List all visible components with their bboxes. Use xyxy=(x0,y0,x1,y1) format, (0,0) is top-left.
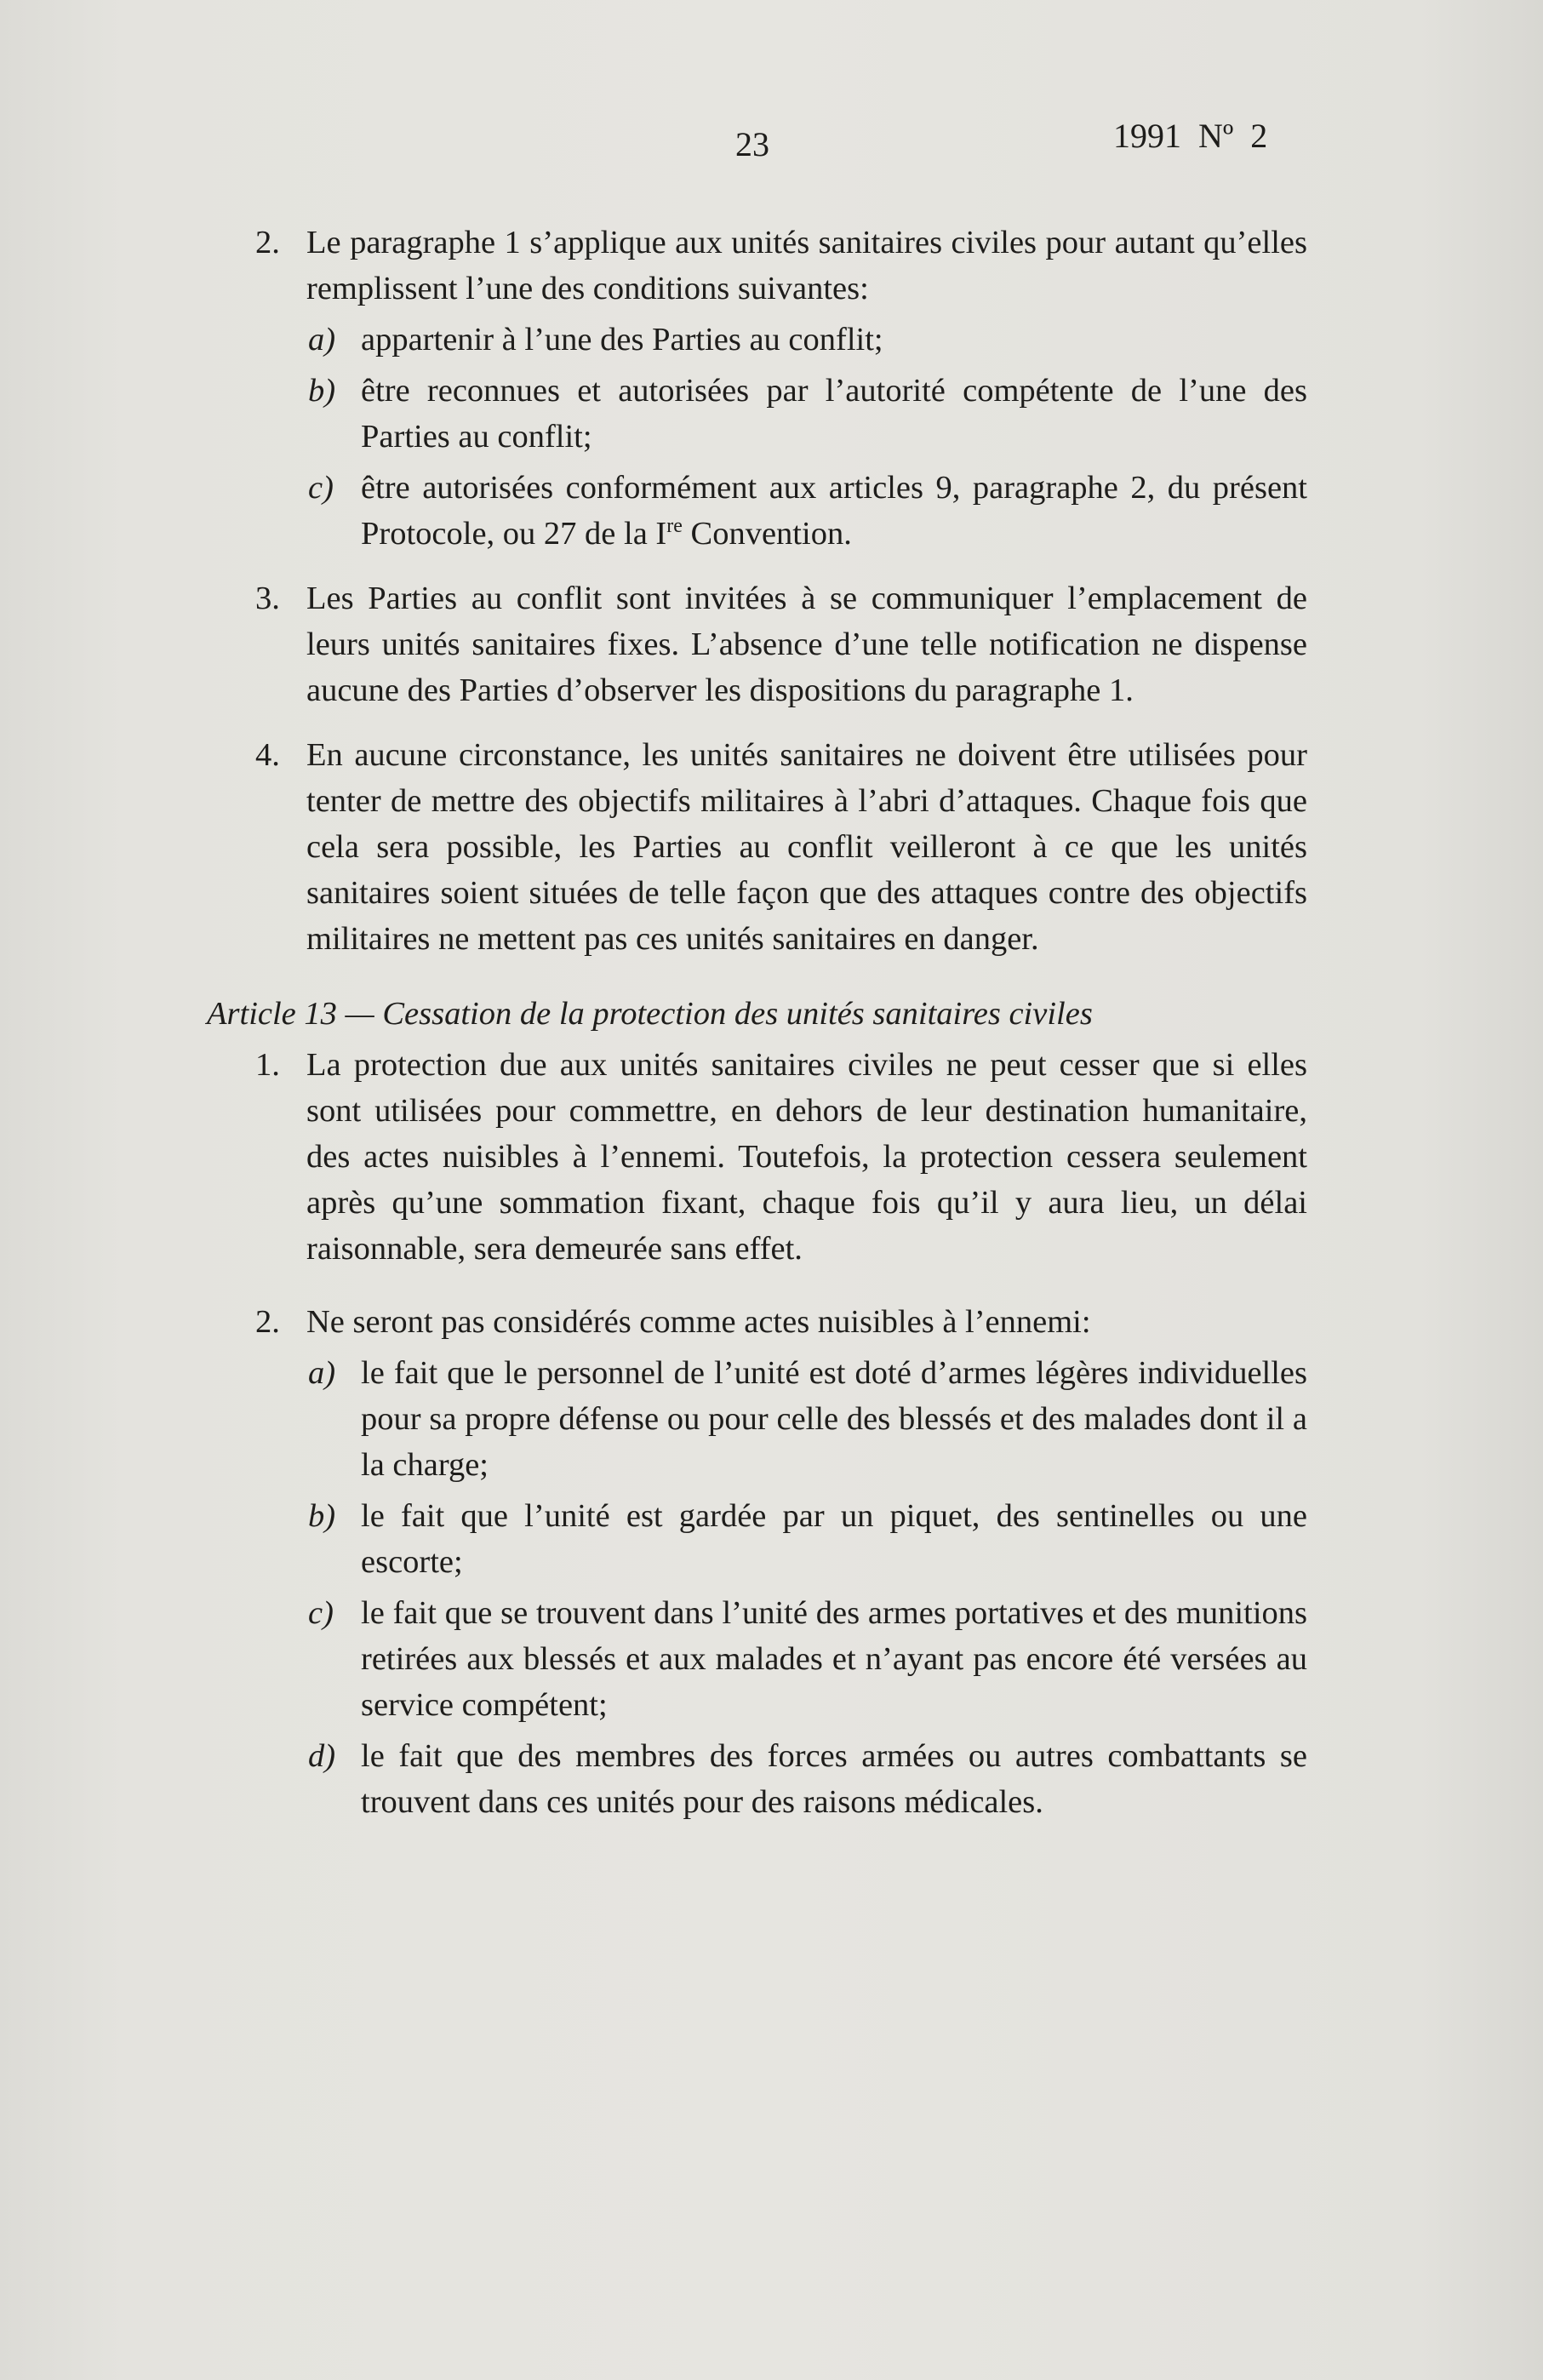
item-text: le fait que l’unité est gardée par un piquet, des sentinelles ou une escorte; xyxy=(361,1498,1307,1580)
list-item xyxy=(308,317,1307,363)
paragraph-number: 2. xyxy=(255,225,280,260)
item-label: b) xyxy=(308,1498,336,1534)
list-item xyxy=(308,465,1307,557)
paragraph-text: En aucune circonstance, les unités sanitaires ne doivent être utilisées pour tenter de mettre des objectifs militaires à l’abri d’attaques. Chaque fois que cela sera possible, les Parties au conflit veilleront à ce que les unités sanitaires soient situées de telle façon que des attaques contre des objectifs militaires ne mettent pas ces unités sanitaires en danger. xyxy=(306,737,1307,957)
paragraph-number: 4. xyxy=(255,737,280,773)
paragraph-4 xyxy=(255,732,1307,962)
issue-reference: 1991 Nº 2 xyxy=(1113,117,1268,155)
item-text: appartenir à l’une des Parties au conflit; xyxy=(361,322,883,358)
paragraph-2 xyxy=(255,220,1307,312)
item-text: être reconnues et autorisées par l’autorité compétente de l’une des Parties au conflit; xyxy=(361,373,1307,455)
item-text: le fait que des membres des forces armées ou autres combattants se trouvent dans ces unités pour des raisons médicales. xyxy=(361,1738,1307,1820)
paragraph-text: La protection due aux unités sanitaires civiles ne peut cesser que si elles sont utilisées pour commettre, en dehors de leur destination humanitaire, des actes nuisibles à l’ennemi. Toutefois, la protection cessera seulement après qu’une sommation fixant, chaque fois qu’il y aura lieu, un délai raisonnable, sera demeurée sans effet. xyxy=(306,1047,1307,1267)
list-item xyxy=(308,1590,1307,1728)
item-label: d) xyxy=(308,1738,336,1774)
item-label: c) xyxy=(308,470,334,506)
item-label: a) xyxy=(308,1355,336,1391)
paragraph-number: 3. xyxy=(255,581,280,616)
page-number: 23 xyxy=(735,125,769,163)
list-item xyxy=(308,368,1307,460)
article-13-paragraph-1 xyxy=(255,1042,1307,1272)
list-item xyxy=(308,1350,1307,1488)
ordinal-superscript: re xyxy=(666,515,683,538)
item-text: le fait que le personnel de l’unité est doté d’armes légères individuelles pour sa propre défense ou pour celle des blessés et des malades dont il a la charge; xyxy=(361,1355,1307,1483)
list-item xyxy=(308,1733,1307,1825)
item-label: c) xyxy=(308,1595,334,1631)
paragraph-3 xyxy=(255,575,1307,713)
item-text: le fait que se trouvent dans l’unité des armes portatives et des munitions retirées aux blessés et aux malades et n’ayant pas encore été versées au service compétent; xyxy=(361,1595,1307,1723)
paragraph-text: Les Parties au conflit sont invitées à se communiquer l’emplacement de leurs unités sanitaires fixes. L’absence d’une telle notification ne dispense aucune des Parties d’observer les dispositions du paragraphe 1. xyxy=(306,581,1307,708)
article-heading: Article 13 — Cessation de la protection des unités sanitaires civiles xyxy=(207,996,1093,1032)
item-text-end: Convention. xyxy=(682,516,852,552)
item-text: être autorisées conformément aux articles 9, paragraphe 2, du présent Protocole, ou 27 de la I xyxy=(361,470,1307,552)
page-header xyxy=(0,116,1543,167)
document-body xyxy=(0,220,1543,1825)
item-label: b) xyxy=(308,373,336,409)
paragraph-number: 1. xyxy=(255,1047,280,1083)
paragraph-text: Le paragraphe 1 s’applique aux unités sanitaires civiles pour autant qu’elles remplissent l’une des conditions suivantes: xyxy=(306,225,1307,306)
item-label: a) xyxy=(308,322,336,358)
list-item xyxy=(308,1493,1307,1585)
paragraph-number: 2. xyxy=(255,1304,280,1340)
article-13-paragraph-2 xyxy=(255,1299,1307,1345)
paragraph-text: Ne seront pas considérés comme actes nuisibles à l’ennemi: xyxy=(306,1304,1091,1340)
